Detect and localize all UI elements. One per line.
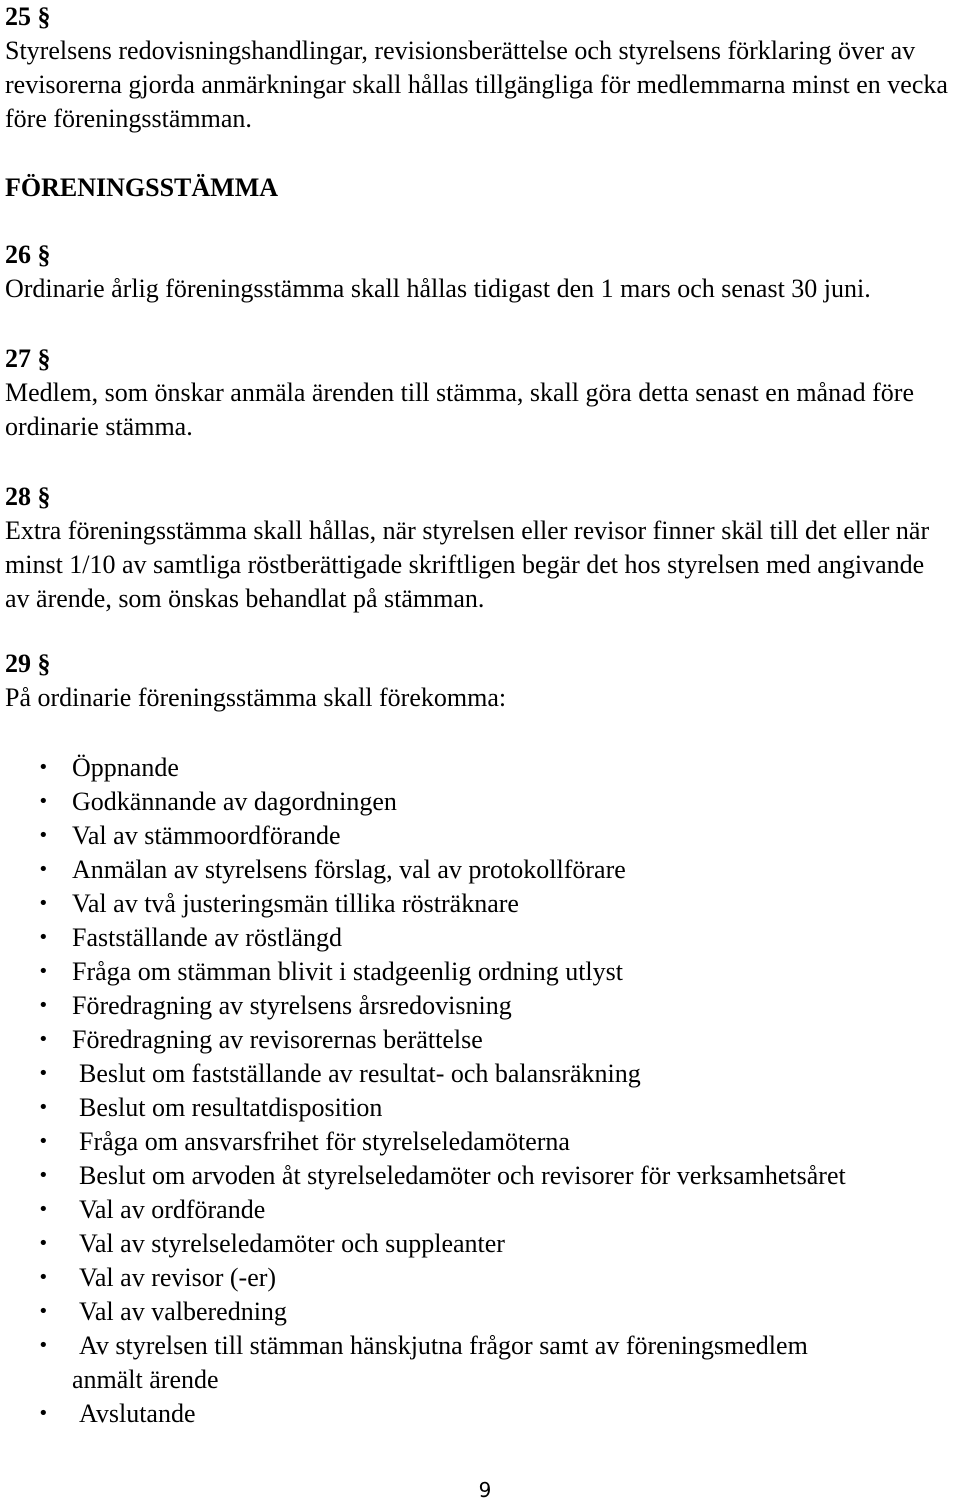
bullet-icon: • bbox=[38, 825, 49, 846]
bullet-icon: • bbox=[38, 1335, 49, 1356]
list-item: • Val av ordförande bbox=[5, 1193, 955, 1227]
bullet-icon: • bbox=[38, 1267, 49, 1288]
list-item: • Val av revisor (-er) bbox=[5, 1261, 955, 1295]
list-item: • Föredragning av revisorernas berättelse bbox=[5, 1023, 955, 1057]
bullet-icon: • bbox=[38, 927, 49, 948]
list-item: • Beslut om arvoden åt styrelseledamöter och revisorer för verksamhetsåret bbox=[5, 1159, 955, 1193]
bullet-icon: • bbox=[38, 1063, 49, 1084]
list-item: • Fastställande av röstlängd bbox=[5, 921, 955, 955]
bullet-icon: • bbox=[38, 1097, 49, 1118]
list-item: • Anmälan av styrelsens förslag, val av protokollförare bbox=[5, 853, 955, 887]
list-item: • Avslutande bbox=[5, 1397, 955, 1431]
bullet-icon: • bbox=[38, 893, 49, 914]
section-heading-26: 26 § bbox=[5, 240, 51, 269]
list-item: • Val av stämmoordförande bbox=[5, 819, 955, 853]
section-heading-25: 25 § bbox=[5, 2, 51, 31]
agenda-list bbox=[5, 751, 955, 1431]
section-body-27: Medlem, som önskar anmäla ärenden till stämma, skall göra detta senast en månad före ordinarie stämma. bbox=[5, 378, 914, 441]
section-intro-29: På ordinarie föreningsstämma skall förekomma: bbox=[5, 683, 507, 712]
list-item: • Av styrelsen till stämman hänskjutna frågor samt av föreningsmedlem anmält ärende bbox=[5, 1329, 955, 1397]
list-item: • Fråga om stämman blivit i stadgeenlig ordning utlyst bbox=[5, 955, 955, 989]
bullet-icon: • bbox=[38, 1301, 49, 1322]
bullet-icon: • bbox=[38, 791, 49, 812]
bullet-icon: • bbox=[38, 1131, 49, 1152]
bullet-icon: • bbox=[38, 961, 49, 982]
bullet-icon: • bbox=[38, 995, 49, 1016]
list-item: • Val av två justeringsmän tillika rösträknare bbox=[5, 887, 955, 921]
section-heading-28: 28 § bbox=[5, 482, 51, 511]
chapter-title: FÖRENINGSSTÄMMA bbox=[5, 173, 279, 202]
bullet-icon: • bbox=[38, 1165, 49, 1186]
bullet-icon: • bbox=[38, 859, 49, 880]
list-item: • Föredragning av styrelsens årsredovisning bbox=[5, 989, 955, 1023]
list-item-continuation: anmält ärende bbox=[72, 1365, 219, 1394]
list-item: • Val av valberedning bbox=[5, 1295, 955, 1329]
page-number: 9 bbox=[478, 1478, 492, 1502]
list-item: • Val av styrelseledamöter och suppleanter bbox=[5, 1227, 955, 1261]
list-item: • Beslut om fastställande av resultat- och balansräkning bbox=[5, 1057, 955, 1091]
section-heading-27: 27 § bbox=[5, 344, 51, 373]
bullet-icon: • bbox=[38, 1403, 49, 1424]
list-item: • Beslut om resultatdisposition bbox=[5, 1091, 955, 1125]
list-item: • Öppnande bbox=[5, 751, 955, 785]
section-body-28: Extra föreningsstämma skall hållas, när styrelsen eller revisor finner skäl till det eller när minst 1/10 av samtliga röstberättigade skriftligen begär det hos styrelsen med angivande av ärende, som önskas behandlat på stämman. bbox=[5, 516, 930, 613]
section-heading-29: 29 § bbox=[5, 649, 51, 678]
bullet-icon: • bbox=[38, 1233, 49, 1254]
bullet-icon: • bbox=[38, 1029, 49, 1050]
list-item: • Godkännande av dagordningen bbox=[5, 785, 955, 819]
document-page bbox=[5, 0, 955, 1431]
list-item: • Fråga om ansvarsfrihet för styrelseledamöterna bbox=[5, 1125, 955, 1159]
bullet-icon: • bbox=[38, 757, 49, 778]
section-body-26: Ordinarie årlig föreningsstämma skall hållas tidigast den 1 mars och senast 30 juni. bbox=[5, 274, 871, 303]
bullet-icon: • bbox=[38, 1199, 49, 1220]
section-body-25: Styrelsens redovisningshandlingar, revisionsberättelse och styrelsens förklaring över av revisorerna gjorda anmärkningar skall hållas tillgängliga för medlemmarna minst en vecka före föreningsstämman. bbox=[5, 36, 948, 133]
